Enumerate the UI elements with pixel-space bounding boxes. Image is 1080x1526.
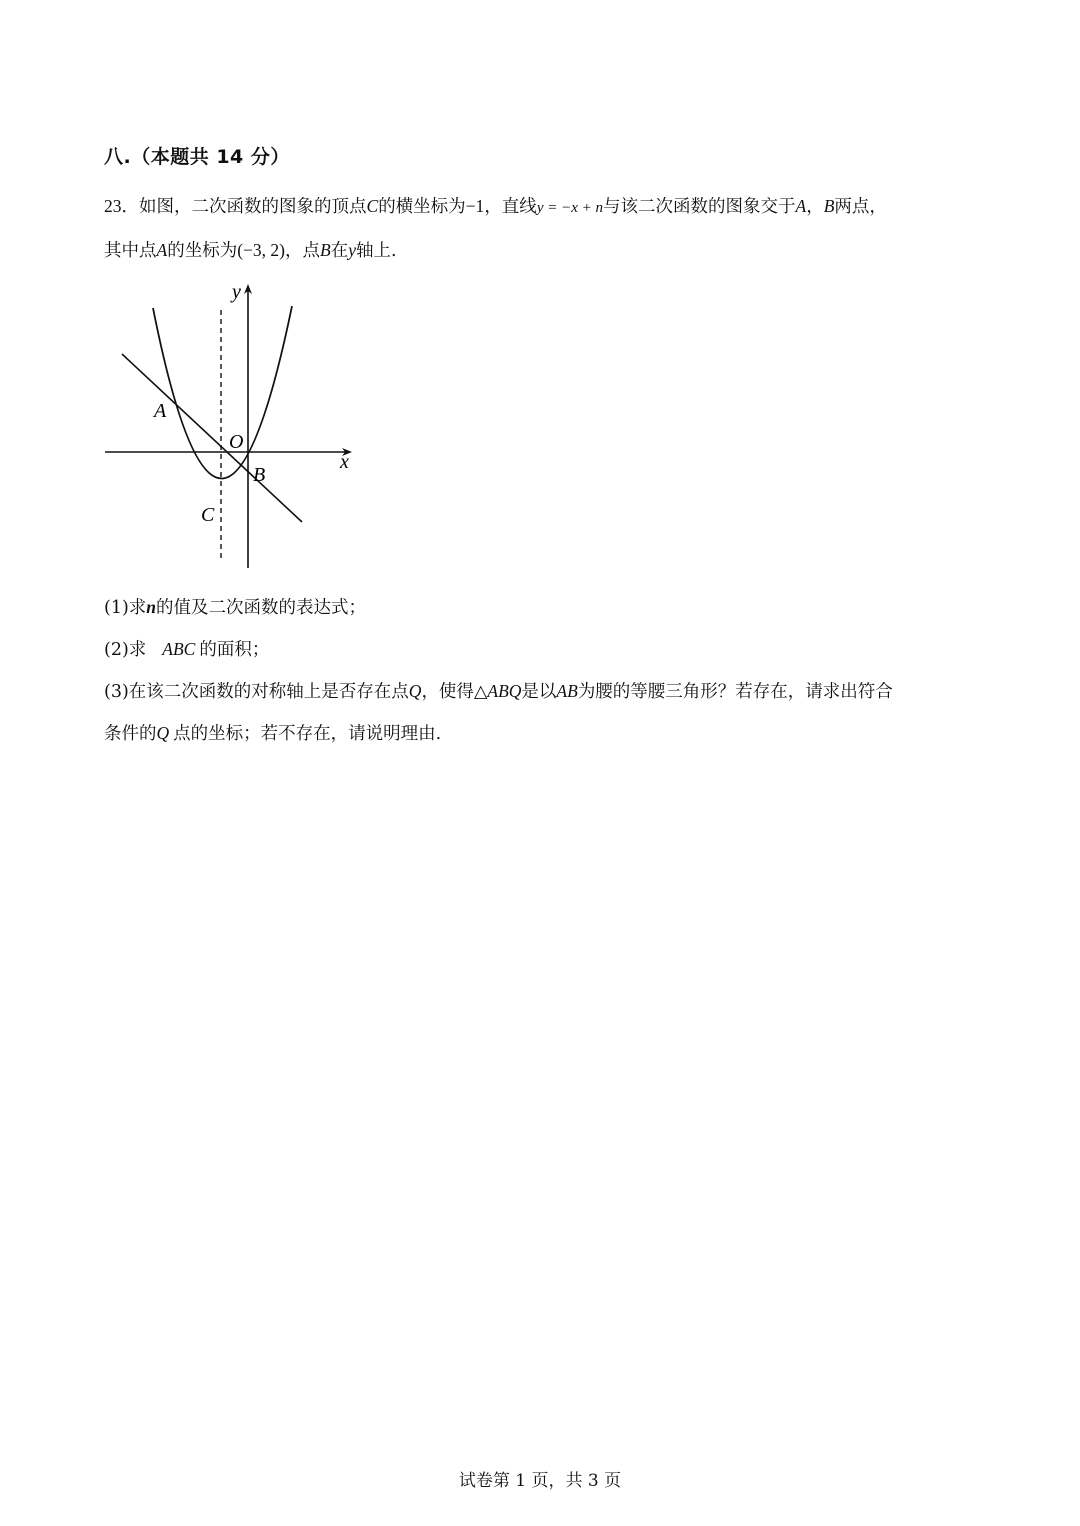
y-axis-symbol: y (348, 240, 356, 260)
figure-point-a-label: A (154, 400, 167, 422)
figure-point-c-label: C (201, 504, 215, 526)
point-a-label-2: A (156, 240, 168, 260)
origin-label: O (229, 431, 244, 453)
point-b-label: B (823, 196, 835, 216)
problem-text-1f: 两点， (834, 197, 887, 217)
problem-text-1a: 如图，二次函数的图象的顶点 (139, 197, 367, 217)
figure-point-b-label: B (253, 464, 266, 486)
question-3-line-1 (104, 678, 893, 705)
question-3-text-d: 为腰的等腰三角形？若存在，请求出符合 (577, 682, 893, 702)
point-a-label: A (795, 196, 807, 216)
question-3-triangle: △ABQ (473, 681, 522, 701)
problem-text-1e: ， (806, 197, 824, 217)
problem-text-2b: 的坐标为 (167, 241, 238, 261)
problem-line-2 (104, 237, 397, 264)
problem-number: 23． (104, 196, 139, 216)
question-3-text-e: 条件的 (104, 724, 157, 744)
question-3-line-2 (104, 720, 441, 747)
question-1 (104, 594, 366, 621)
page-footer: 试卷第 1 页，共 3 页 (458, 1471, 622, 1491)
question-2-text-a: (2)求 (104, 640, 147, 660)
problem-text-2c: ，点 (284, 241, 320, 261)
line-equation: y = −x + n (536, 200, 603, 216)
problem-line-1 (104, 193, 887, 221)
question-2-text-b: 的面积； (199, 640, 270, 660)
y-axis-label: y (232, 281, 241, 303)
problem-text-2d: 在 (330, 241, 349, 261)
question-3-text-f: 点的坐标；若不存在，请说明理由. (173, 724, 442, 744)
question-3-text-c: 是以 (521, 682, 557, 702)
parabola-figure (100, 280, 362, 572)
problem-text-2a: 其中点 (104, 241, 157, 261)
problem-text-2e: 轴上. (355, 241, 397, 261)
vertex-x-value: −1 (465, 196, 485, 216)
question-3-q: Q (408, 681, 422, 701)
question-1-text-b: 的值及二次函数的表达式； (156, 598, 367, 618)
point-c-label: C (366, 196, 379, 216)
point-a-coordinate: (−3, 2) (237, 240, 285, 260)
question-1-n: n (146, 597, 157, 617)
x-axis-label: x (340, 451, 349, 473)
question-3-text-b: ，使得 (421, 682, 474, 702)
problem-text-1b: 的横坐标为 (378, 197, 466, 217)
question-3-q-2: Q (156, 723, 170, 743)
problem-text-1d: 与该二次函数的图象交于 (603, 197, 796, 217)
point-b-label-2: B (319, 240, 331, 260)
section-heading: 八.（本题共 14 分） (104, 146, 290, 168)
problem-text-1c: ，直线 (484, 197, 537, 217)
question-3-ab: AB (556, 681, 578, 701)
question-1-text-a: (1)求 (104, 598, 147, 618)
question-3-text-a: (3)在该二次函数的对称轴上是否存在点 (104, 682, 409, 702)
question-2-triangle: ABC (162, 639, 196, 659)
question-2 (104, 636, 269, 663)
